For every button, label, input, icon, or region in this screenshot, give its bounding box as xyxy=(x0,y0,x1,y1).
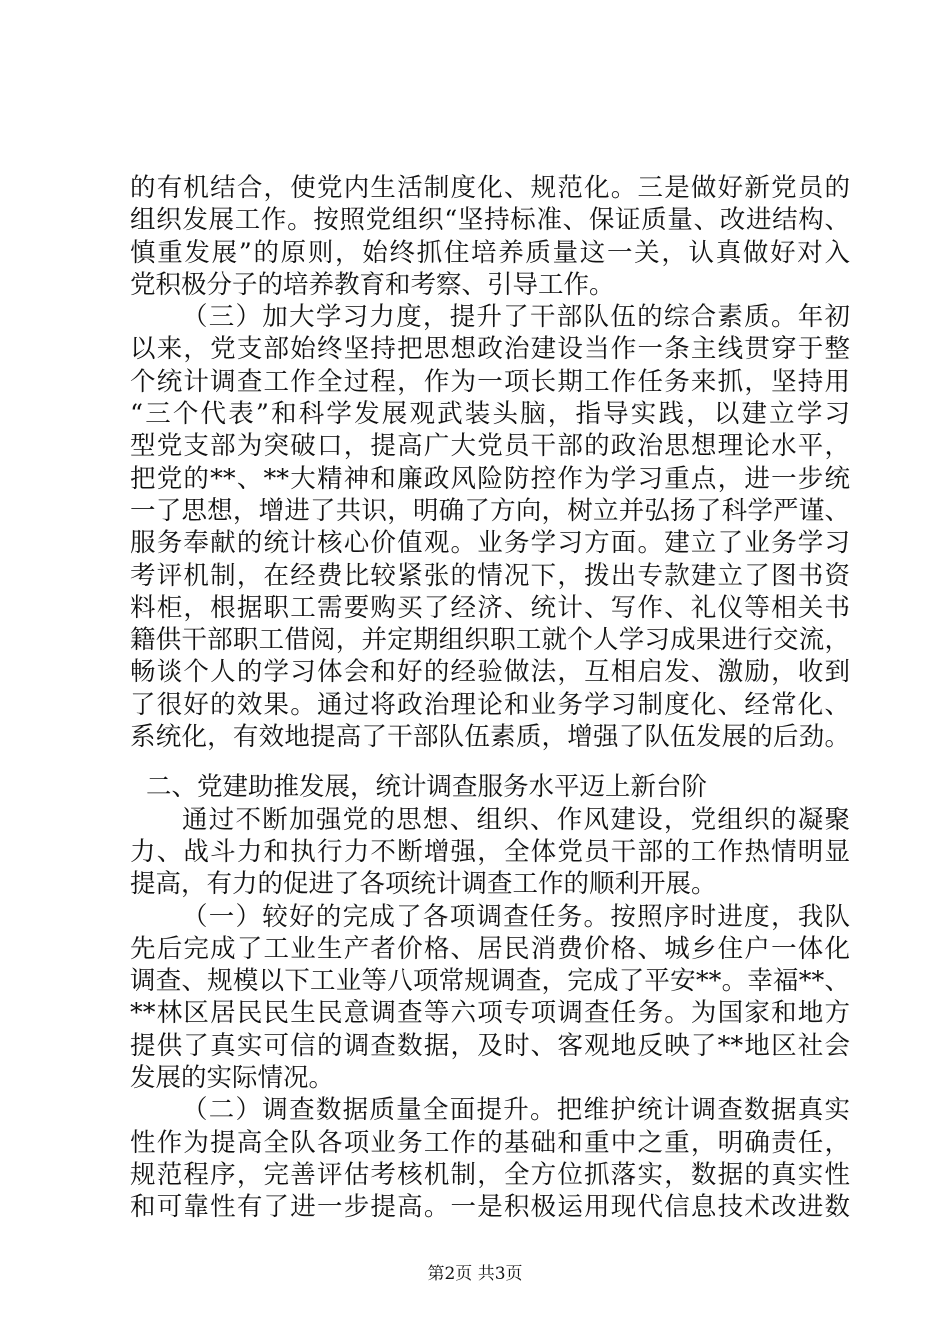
paragraph-start-line: （一）较好的完成了各项调查任务。按照序时进度，我队 xyxy=(182,901,850,932)
paragraph-start-line: （三）加大学习力度，提升了干部队伍的综合素质。年初 xyxy=(182,302,850,333)
text-line: 畅谈个人的学习体会和好的经验做法，互相启发、激励，收到 xyxy=(130,657,850,688)
text-line: 规范程序，完善评估考核机制，全方位抓落实，数据的真实性 xyxy=(130,1159,850,1190)
paragraph-start-line: （二）调查数据质量全面提升。把维护统计调查数据真实 xyxy=(182,1095,850,1126)
text-line: 提供了真实可信的调查数据，及时、客观地反映了**地区社会 xyxy=(130,1030,850,1061)
text-line: 先后完成了工业生产者价格、居民消费价格、城乡住户一体化 xyxy=(130,933,850,964)
text-line: 一了思想，增进了共识，明确了方向，树立并弘扬了科学严谨、 xyxy=(130,495,850,526)
text-line: 党积极分子的培养教育和考察、引导工作。 xyxy=(130,269,615,300)
text-line: 慎重发展”的原则，始终抓住培养质量这一关，认真做好对入 xyxy=(130,237,850,268)
text-line: 系统化，有效地提高了干部队伍素质，增强了队伍发展的后劲。 xyxy=(130,722,850,753)
text-line: 考评机制，在经费比较紧张的情况下，拨出专款建立了图书资 xyxy=(130,560,850,591)
text-line: 以来，党支部始终坚持把思想政治建设当作一条主线贯穿于整 xyxy=(130,334,850,365)
text-line: 提高，有力的促进了各项统计调查工作的顺利开展。 xyxy=(130,869,717,900)
text-line: 型党支部为突破口，提高广大党员干部的政治思想理论水平， xyxy=(130,431,850,462)
text-line: 个统计调查工作全过程，作为一项长期工作任务来抓，坚持用 xyxy=(130,366,850,397)
text-line: 的有机结合，使党内生活制度化、规范化。三是做好新党员的 xyxy=(130,173,850,203)
text-line: 料柜，根据职工需要购买了经济、统计、写作、礼仪等相关书 xyxy=(130,592,850,623)
text-line: 组织发展工作。按照党组织“坚持标准、保证质量、改进结构、 xyxy=(130,205,850,236)
text-line: **林区居民民生民意调查等六项专项调查任务。为国家和地方 xyxy=(130,998,850,1029)
text-line: 了很好的效果。通过将政治理论和业务学习制度化、经常化、 xyxy=(130,689,850,720)
text-line: 服务奉献的统计核心价值观。业务学习方面。建立了业务学习 xyxy=(130,528,850,559)
text-line: 发展的实际情况。 xyxy=(130,1063,335,1094)
text-line: 调查、规模以下工业等八项常规调查，完成了平安**。幸福**、 xyxy=(130,966,850,997)
text-line: 把党的**、**大精神和廉政风险防控作为学习重点，进一步统 xyxy=(130,463,850,494)
page-number-footer: 第2页 共3页 xyxy=(427,1264,523,1284)
text-line: “三个代表”和科学发展观武装头脑，指导实践，以建立学习 xyxy=(130,399,850,430)
text-line: 和可靠性有了进一步提高。一是积极运用现代信息技术改进数 xyxy=(130,1192,850,1223)
body-text xyxy=(130,172,850,1224)
text-line: 力、战斗力和执行力不断增强，全体党员干部的工作热情明显 xyxy=(130,836,850,867)
section-heading: 二、党建助推发展，统计调查服务水平迈上新台阶 xyxy=(146,772,708,803)
paragraph-start-line: 通过不断加强党的思想、组织、作风建设，党组织的凝聚 xyxy=(182,804,850,835)
section-gap xyxy=(130,753,850,771)
text-line: 性作为提高全队各项业务工作的基础和重中之重，明确责任， xyxy=(130,1127,850,1158)
text-line: 籍供干部职工借阅，并定期组织职工就个人学习成果进行交流， xyxy=(130,625,850,656)
